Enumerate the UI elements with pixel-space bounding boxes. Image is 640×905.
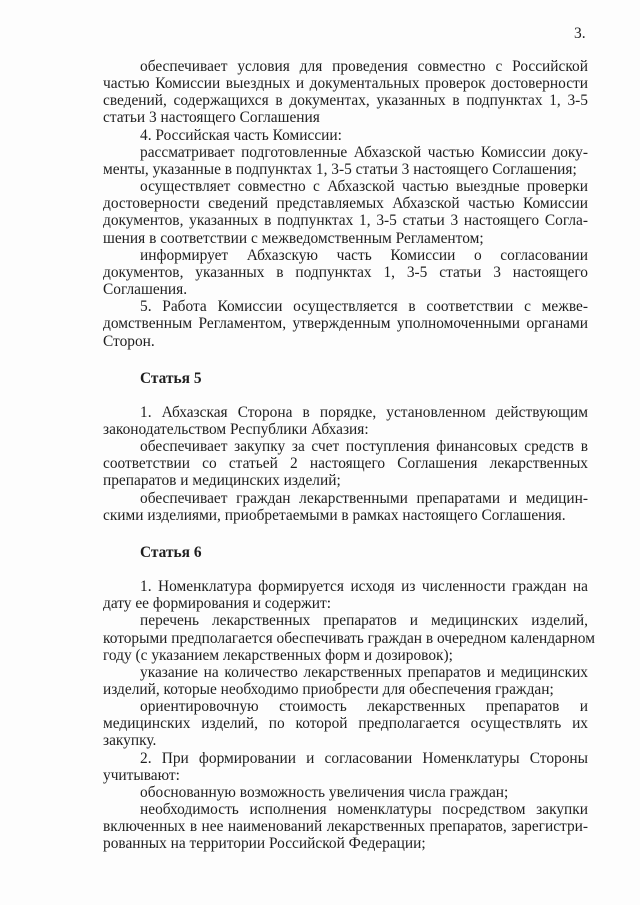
text-line: 2. При формировании и согласовании Номенклатуры Стороны: [140, 749, 588, 767]
paragraph: [103, 750, 588, 784]
paragraph: [103, 58, 588, 127]
text-line: обоснованную возможность увеличения числа граждан;: [140, 783, 509, 801]
text-line: году (с указанием лекарственных форм и дозировок);: [103, 646, 453, 664]
text-line: включенных в нее наименований лекарственных препаратов, зарегистри-: [103, 818, 588, 836]
text-line: достоверности сведений представляемых Абхазской частью Комиссии: [103, 195, 588, 213]
text-line: документов, указанных в подпунктах 1, 3-5 статьи 3 настоящего Согла-: [103, 212, 588, 230]
paragraph: [103, 178, 588, 247]
text-line: законодательством Республики Абхазия:: [103, 420, 369, 438]
text-line: закупку.: [103, 732, 157, 750]
text-line: домственным Регламентом, утвержденным уполномоченными органами: [103, 315, 588, 333]
text-line: обеспечивает закупку за счет поступления финансовых средств в: [140, 438, 588, 456]
text-line: соответствии со статьей 2 настоящего Соглашения лекарственных: [103, 455, 588, 473]
text-line: скими изделиями, приобретаемыми в рамках настоящего Соглашения.: [103, 506, 566, 524]
text-line: статьи 3 настоящего Соглашения: [103, 109, 320, 127]
text-line: сведений, содержащихся в документах, указанных в подпунктах 1, 3-5: [103, 92, 588, 110]
paragraph: [103, 438, 588, 489]
paragraph: [103, 247, 588, 298]
text-line: менты, указанные в подпунктах 1, 3-5 статьи 3 настоящего Соглашения;: [103, 160, 577, 178]
text-line: дату ее формирования и содержит:: [103, 595, 332, 613]
text-line: 1. Номенклатура формируется исходя из численности граждан на: [140, 578, 588, 596]
text-line: необходимость исполнения номенклатуры посредством закупки: [140, 801, 588, 819]
text-line: ориентировочную стоимость лекарственных препаратов и: [140, 698, 588, 716]
text-line: которыми предполагается обеспечивать граждан в очередном календарном: [103, 629, 595, 647]
text-line: препаратов и медицинских изделий;: [103, 472, 341, 490]
text-line: осуществляет совместно с Абхазской частью выездные проверки: [140, 178, 588, 196]
paragraph: [103, 298, 588, 349]
text-line: медицинских изделий, по которой предполагается осуществлять их: [103, 715, 588, 733]
text-line: Сторон.: [103, 332, 155, 350]
paragraph: [103, 612, 595, 664]
text-line: 4. Российская часть Комиссии:: [140, 126, 342, 144]
paragraph: [103, 490, 588, 524]
paragraph: [103, 144, 588, 178]
paragraph: [103, 784, 588, 801]
document-body: [103, 58, 595, 853]
text-line: частью Комиссии выездных и документальных проверок достоверности: [103, 75, 588, 93]
text-line: шения в соответствии с межведомственным Регламентом;: [103, 229, 484, 247]
paragraph: [103, 801, 588, 852]
paragraph: [103, 127, 588, 144]
text-line: рованных на территории Российской Федерации;: [103, 835, 426, 853]
paragraph: [103, 664, 588, 698]
text-line: указание на количество лекарственных препаратов и медицинских: [140, 663, 588, 681]
text-line: перечень лекарственных препаратов и медицинских изделий,: [140, 612, 588, 630]
page-number: 3.: [574, 25, 586, 42]
text-line: рассматривает подготовленные Абхазской частью Комиссии доку-: [140, 143, 588, 161]
paragraph: [103, 578, 588, 612]
text-line: обеспечивает условия для проведения совместно с Российской: [140, 58, 588, 75]
text-line: учитывают:: [103, 766, 180, 784]
article-heading: Статья 5: [140, 369, 202, 387]
text-line: информирует Абхазскую часть Комиссии о согласовании: [140, 246, 588, 264]
paragraph: [103, 698, 588, 749]
text-line: изделий, которые необходимо приобрести для обеспечения граждан;: [103, 681, 554, 698]
text-line: Соглашения.: [103, 281, 188, 299]
paragraph: [103, 404, 588, 438]
text-line: 1. Абхазская Сторона в порядке, установленном действующим: [140, 403, 588, 421]
text-line: 5. Работа Комиссии осуществляется в соответствии с межве-: [140, 298, 588, 316]
text-line: обеспечивает граждан лекарственными препаратами и медицин-: [140, 489, 588, 507]
text-line: документов, указанных в подпунктах 1, 3-5 статьи 3 настоящего: [103, 263, 588, 281]
article-heading: Статья 6: [140, 543, 202, 561]
